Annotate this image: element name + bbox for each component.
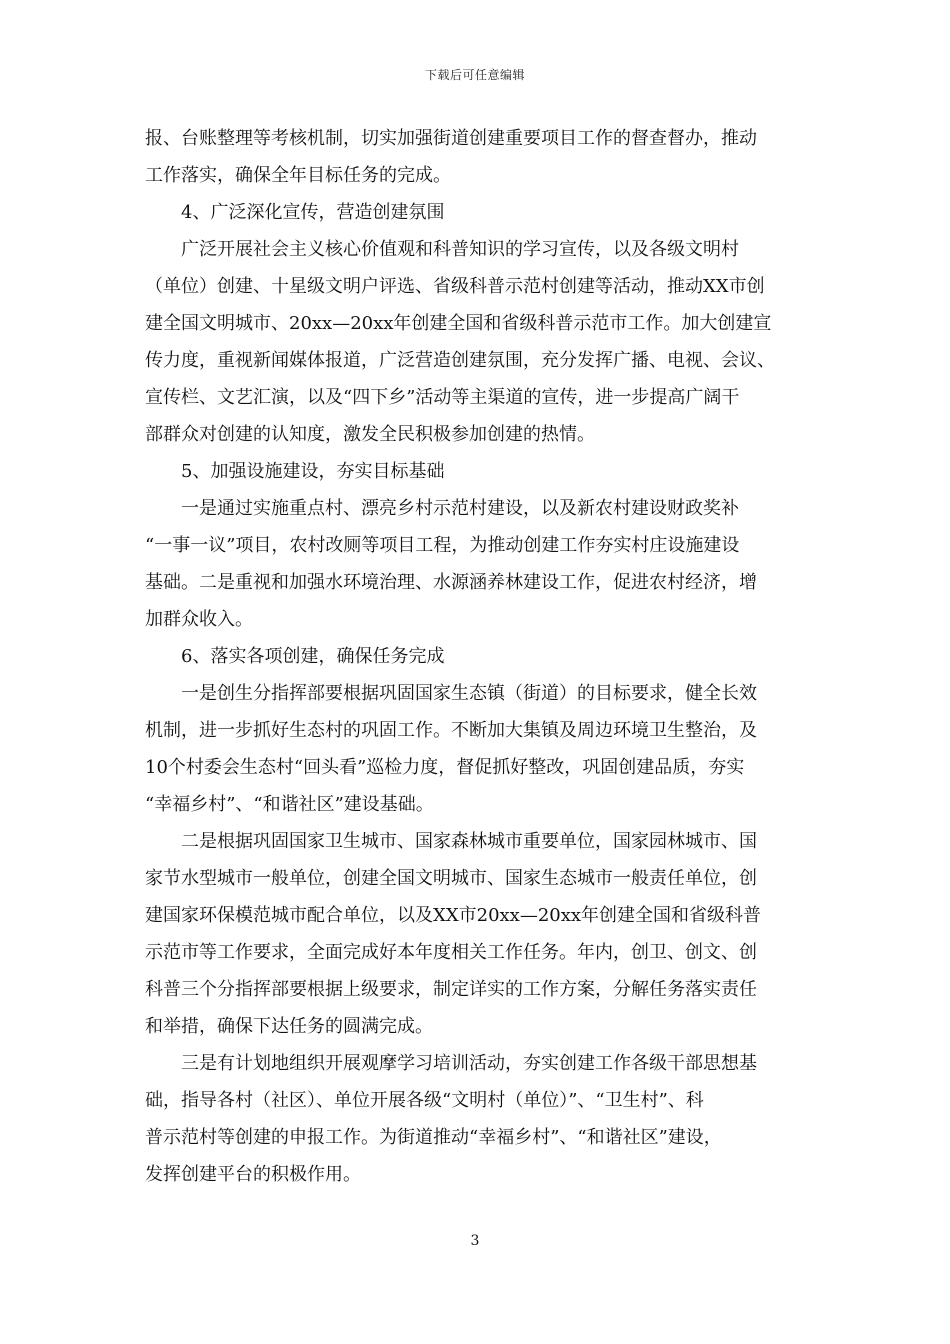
text-line: 工作落实，确保全年目标任务的完成。 bbox=[145, 165, 451, 186]
text-line: 部群众对创建的认知度，激发全民积极参加创建的热情。 bbox=[145, 424, 595, 445]
section-heading: 6、落实各项创建，确保任务完成 bbox=[181, 646, 445, 667]
page-number: 3 bbox=[470, 1233, 480, 1249]
text-line: 宣传栏、文艺汇演，以及“四下乡”活动等主渠道的宣传，进一步提高广阔干 bbox=[145, 387, 740, 408]
text-line: 报、台账整理等考核机制，切实加强街道创建重要项目工作的督查督办，推动 bbox=[145, 128, 757, 149]
text-line: 发挥创建平台的积极作用。 bbox=[145, 1164, 361, 1185]
text-line: 一是创生分指挥部要根据巩固国家生态镇（街道）的目标要求，健全长效 bbox=[181, 683, 757, 704]
text-line: 一是通过实施重点村、漂亮乡村示范村建设，以及新农村建设财政奖补 bbox=[181, 498, 739, 519]
text-line: 础，指导各村（社区）、单位开展各级“文明村（单位）”、“卫生村”、科 bbox=[145, 1090, 704, 1111]
text-line: 广泛开展社会主义核心价值观和科普知识的学习宣传，以及各级文明村 bbox=[181, 239, 739, 260]
section-heading: 4、广泛深化宣传，营造创建氛围 bbox=[181, 202, 445, 223]
text-line: 示范市等工作要求，全面完成好本年度相关工作任务。年内，创卫、创文、创 bbox=[145, 942, 757, 963]
text-line: 机制，进一步抓好生态村的巩固工作。不断加大集镇及周边环境卫生整治，及 bbox=[145, 720, 757, 741]
text-line: 三是有计划地组织开展观摩学习培训活动，夯实创建工作各级干部思想基 bbox=[181, 1053, 757, 1074]
text-line: 普示范村等创建的申报工作。为街道推动“幸福乡村”、“和谐社区”建设， bbox=[145, 1127, 722, 1148]
text-line: “一事一议”项目，农村改厕等项目工程，为推动创建工作夯实村庄设施建设 bbox=[145, 535, 740, 556]
text-line: 加群众收入。 bbox=[145, 609, 253, 630]
text-line: 家节水型城市一般单位，创建全国文明城市、国家生态城市一般责任单位，创 bbox=[145, 868, 757, 889]
text-line: 科普三个分指挥部要根据上级要求，制定详实的工作方案，分解任务落实责任 bbox=[145, 979, 757, 1000]
document-body bbox=[145, 120, 810, 1193]
text-line: 建国家环保模范城市配合单位，以及XX市20xx—20xx年创建全国和省级科普 bbox=[145, 905, 762, 926]
text-line: “幸福乡村”、“和谐社区”建设基础。 bbox=[145, 794, 434, 815]
page-header: 下载后可任意编辑 bbox=[424, 68, 525, 82]
text-line: 建全国文明城市、20xx—20xx年创建全国和省级科普示范市工作。加大创建宣 bbox=[145, 313, 772, 334]
section-heading: 5、加强设施建设，夯实目标基础 bbox=[181, 461, 445, 482]
text-line: 10个村委会生态村“回头看”巡检力度，督促抓好整改，巩固创建品质，夯实 bbox=[145, 757, 745, 778]
text-line: 传力度，重视新闻媒体报道，广泛营造创建氛围，充分发挥广播、电视、会议、 bbox=[145, 350, 775, 371]
text-line: 和举措，确保下达任务的圆满完成。 bbox=[145, 1016, 433, 1037]
text-line: （单位）创建、十星级文明户评选、省级科普示范村创建等活动，推动XX市创 bbox=[145, 276, 765, 297]
text-line: 基础。二是重视和加强水环境治理、水源涵养林建设工作，促进农村经济，增 bbox=[145, 572, 757, 593]
text-line: 二是根据巩固国家卫生城市、国家森林城市重要单位，国家园林城市、国 bbox=[181, 831, 757, 852]
